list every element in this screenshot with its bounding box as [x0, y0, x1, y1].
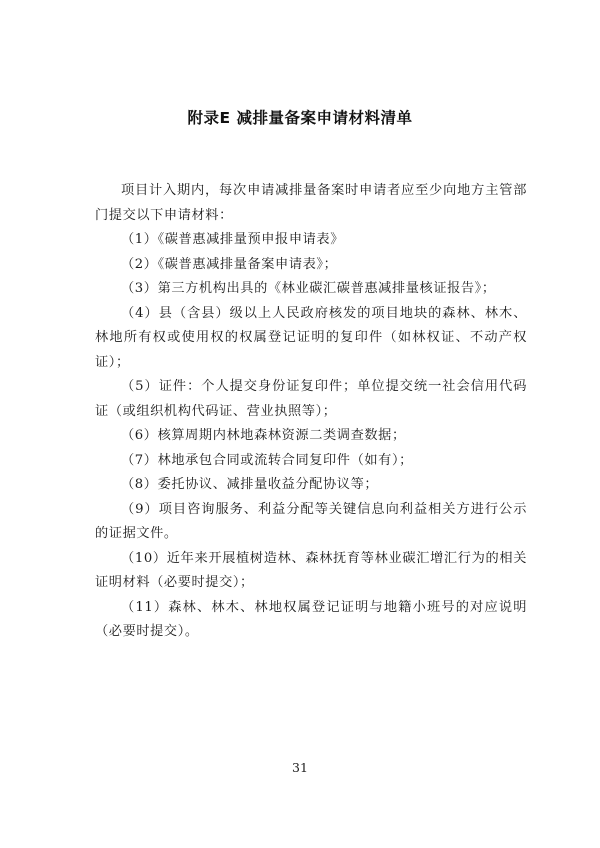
list-item-1: （1）《碳普惠减排量预申报申请表》 — [121, 232, 344, 247]
list-item-10: （10）近年来开展植树造林、森林抚育等林业碳汇增汇行为的相关证明材料（必要时提交）； — [95, 550, 527, 590]
list-item-7: （7）林地承包合同或流转合同复印件（如有）； — [121, 452, 413, 468]
list-item-9: （9）项目咨询服务、利益分配等关键信息向利益相关方进行公示的证据文件。 — [95, 501, 527, 541]
document-body — [95, 179, 527, 645]
list-item-3: （3）第三方机构出具的《林业碳汇碳普惠减排量核证报告》； — [121, 281, 496, 296]
list-item-6: （6）核算周期内林地森林资源二类调查数据； — [121, 428, 406, 443]
intro-paragraph: 项目计入期内，每次申请减排量备案时申请者应至少向地方主管部门提交以下申请材料： — [95, 183, 527, 223]
list-item-4: （4）县（含县）级以上人民政府核发的项目地块的森林、林木、林地所有权或使用权的权属登记证明的复印件（如林权证、不动产权证）； — [95, 305, 527, 370]
page-number: 31 — [292, 760, 308, 775]
list-item-8: （8）委托协议、减排量收益分配协议等； — [121, 477, 379, 492]
list-item-2: （2）《碳普惠减排量备案申请表》； — [121, 256, 338, 272]
list-item-5: （5）证件：个人提交身份证复印件；单位提交统一社会信用代码证（或组织机构代码证、营业执照等）； — [95, 379, 527, 419]
list-item-11: （11）森林、林木、林地权属登记证明与地籍小班号的对应说明（必要时提交）。 — [95, 599, 527, 639]
appendix-title: 附录E 减排量备案申请材料清单 — [187, 109, 413, 127]
